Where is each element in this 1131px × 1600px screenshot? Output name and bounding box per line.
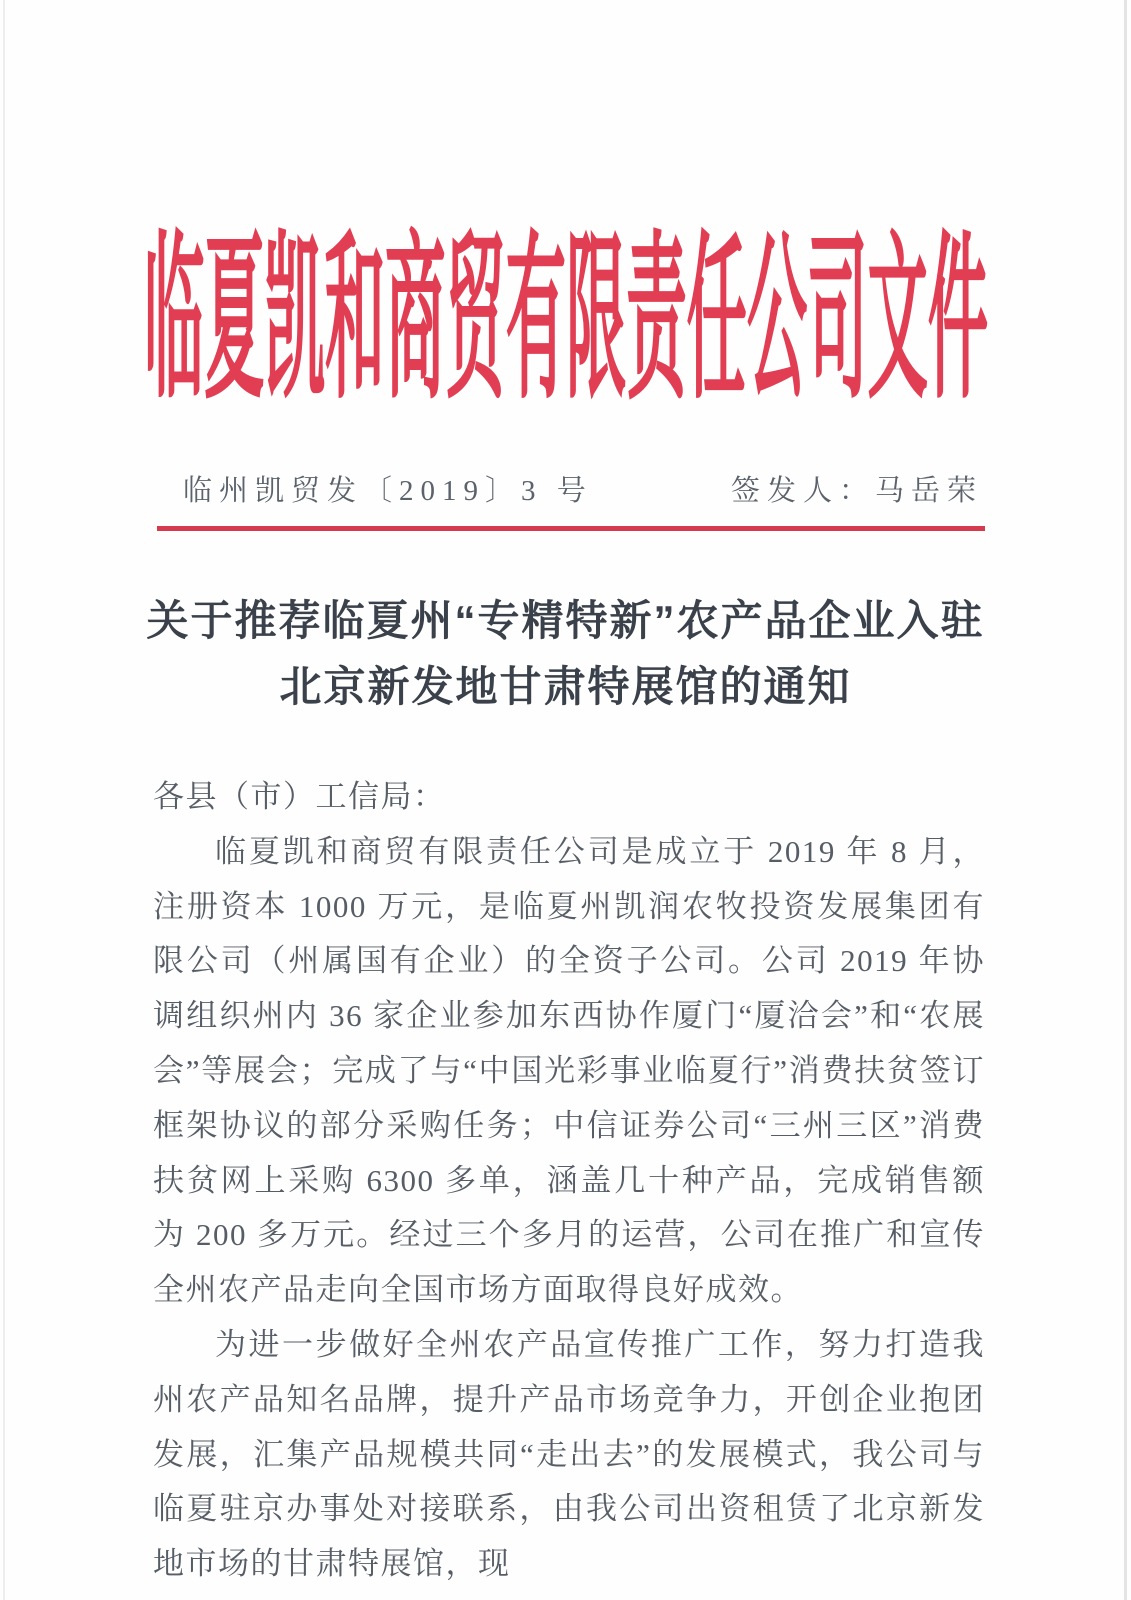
document-title [0,588,1131,720]
document-signer: 签发人：马岳荣 [730,475,983,507]
body-paragraph-1: 临夏凯和商贸有限责任公司是成立于 2019 年 8 月，注册资本 1000 万元，是临夏州凯润农牧投资发展集团有限公司（州属国有企业）的全资子公司。公司 2019 年协调组织州内 36 家企业参加东西协作厦门“厦洽会”和“农展会”等展会；完成了与“中国光彩事业临夏行”消费扶贫签订框架协议的部分采购任务；中信证券公司“三州三区”消费扶贫网上采购 6300 多单，涵盖几十种产品，完成销售额为 200 多万元。经过三个多月的运营，公司在推广和宣传全州农产品走向全国市场方面取得良好成效。 [153,833,985,1308]
company-document-header-text: 临夏凯和商贸有限责任公司文件 [143,221,988,420]
document-title-line-2: 北京新发地甘肃特展馆的通知 [279,663,852,710]
salutation: 各县（市）工信局： [153,779,446,814]
document-number: 临州凯贸发〔2019〕3 号 [183,475,593,507]
document-title-line-1: 关于推荐临夏州“专精特新”农产品企业入驻 [146,597,985,644]
red-divider-rule [157,526,985,531]
body-paragraph-2: 为进一步做好全州农产品宣传推广工作，努力打造我州农产品知名品牌，提升产品市场竞争力，开创企业抱团发展，汇集产品规模共同“走出去”的发展模式，我公司与临夏驻京办事处对接联系，由我公司出资租赁了北京新发地市场的甘肃特展馆，现 [153,1326,985,1582]
document-body [153,770,985,1592]
document-masthead [0,222,1131,420]
document-info-row [157,470,985,512]
